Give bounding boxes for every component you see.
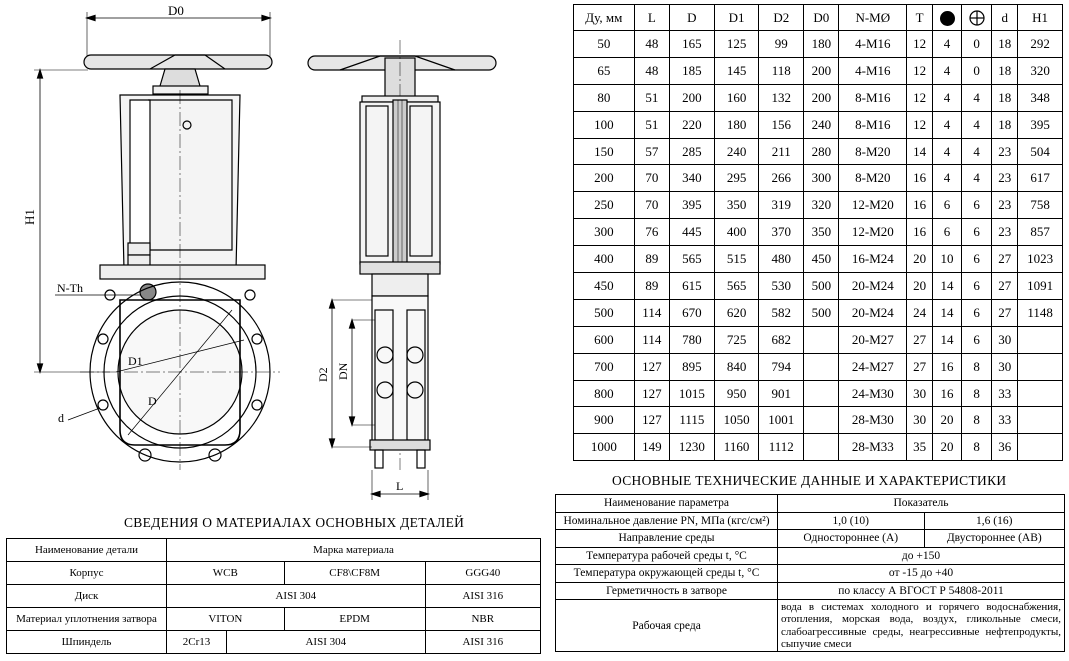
header-value: Показатель <box>778 495 1065 513</box>
direction-a: Одностороннее (А) <box>778 530 925 548</box>
table-row <box>574 165 1063 192</box>
body-value: GGG40 <box>425 562 540 585</box>
table-cell: 50 <box>574 31 635 58</box>
table-cell: 16 <box>907 165 933 192</box>
filled-circle-icon <box>940 11 955 26</box>
tightness-label: Герметичность в затворе <box>556 582 778 600</box>
table-cell: 480 <box>759 246 804 273</box>
table-row <box>574 353 1063 380</box>
table-cell: 266 <box>759 165 804 192</box>
table-cell <box>1018 353 1063 380</box>
seal-value: EPDM <box>284 608 425 631</box>
table-row <box>574 326 1063 353</box>
table-row <box>574 407 1063 434</box>
table-cell: 24-M30 <box>839 380 907 407</box>
table-cell: 8-M16 <box>839 111 907 138</box>
table-cell: 211 <box>759 138 804 165</box>
table-cell: 348 <box>1018 84 1063 111</box>
table-cell: 725 <box>714 326 759 353</box>
table-cell: 8-M20 <box>839 165 907 192</box>
table-cell: 6 <box>961 192 991 219</box>
valve-drawing <box>0 0 560 500</box>
table-cell: 14 <box>933 326 962 353</box>
body-value: WCB <box>167 562 285 585</box>
table-cell <box>1018 407 1063 434</box>
table-cell: 500 <box>574 299 635 326</box>
table-cell: 4-M16 <box>839 57 907 84</box>
table-cell <box>1018 380 1063 407</box>
table-cell: 20 <box>933 407 962 434</box>
table-cell: 35 <box>907 434 933 461</box>
front-view <box>34 12 280 470</box>
table-cell: 23 <box>992 165 1018 192</box>
disc-label: Диск <box>7 585 167 608</box>
table-cell: 12 <box>907 84 933 111</box>
direction-label: Направление среды <box>556 530 778 548</box>
table-cell: 23 <box>992 192 1018 219</box>
table-row <box>574 246 1063 273</box>
table-cell: 280 <box>804 138 839 165</box>
table-cell: 200 <box>804 84 839 111</box>
table-cell: 76 <box>634 219 669 246</box>
disc-value: AISI 304 <box>167 585 426 608</box>
table-row <box>574 380 1063 407</box>
table-cell: 125 <box>714 31 759 58</box>
table-cell <box>804 353 839 380</box>
seal-value: NBR <box>425 608 540 631</box>
table-cell: 20-M27 <box>839 326 907 353</box>
table-cell: 149 <box>634 434 669 461</box>
header-cell: L <box>634 5 669 31</box>
table-cell: 27 <box>992 273 1018 300</box>
table-cell: 156 <box>759 111 804 138</box>
table-cell: 30 <box>907 407 933 434</box>
table-cell: 6 <box>933 219 962 246</box>
table-cell: 1015 <box>669 380 714 407</box>
label-dn: DN <box>336 362 350 380</box>
label-small-d: d <box>58 411 64 425</box>
table-cell: 127 <box>634 380 669 407</box>
table-cell: 18 <box>992 57 1018 84</box>
table-cell: 1000 <box>574 434 635 461</box>
table-cell: 200 <box>669 84 714 111</box>
table-cell: 6 <box>933 192 962 219</box>
table-cell: 320 <box>804 192 839 219</box>
table-cell: 27 <box>907 353 933 380</box>
table-cell: 565 <box>669 246 714 273</box>
table-cell: 160 <box>714 84 759 111</box>
seal-label: Материал уплотнения затвора <box>7 608 167 631</box>
spindle-label: Шпиндель <box>7 631 167 654</box>
table-cell: 950 <box>714 380 759 407</box>
table-cell: 118 <box>759 57 804 84</box>
disc-value: AISI 316 <box>425 585 540 608</box>
table-row <box>556 600 1065 652</box>
table-cell: 185 <box>669 57 714 84</box>
table-cell: 220 <box>669 111 714 138</box>
table-row <box>556 530 1065 548</box>
header-part: Наименование детали <box>7 539 167 562</box>
table-cell: 300 <box>574 219 635 246</box>
table-row <box>7 631 541 654</box>
table-cell: 8 <box>961 353 991 380</box>
spindle-value: AISI 316 <box>425 631 540 654</box>
tech-title: ОСНОВНЫЕ ТЕХНИЧЕСКИЕ ДАННЫЕ И ХАРАКТЕРИСТИКИ <box>612 473 1007 488</box>
table-cell: 300 <box>804 165 839 192</box>
table-cell: 8-M20 <box>839 138 907 165</box>
table-row <box>574 57 1063 84</box>
table-row <box>574 111 1063 138</box>
table-cell: 8-M16 <box>839 84 907 111</box>
table-cell: 100 <box>574 111 635 138</box>
table-cell: 14 <box>933 299 962 326</box>
pressure-label: Номинальное давление PN, МПа (кгс/см²) <box>556 512 778 530</box>
medium-value: вода в системах холодного и горячего водоснабжения, отопления, морская вода, воздух, гликольные смеси, слабоагрессивные среды, неагрессивные нефтепродукты, сыпучие смеси <box>778 600 1065 652</box>
table-cell: 132 <box>759 84 804 111</box>
table-cell: 12 <box>907 111 933 138</box>
table-cell: 1023 <box>1018 246 1063 273</box>
table-cell: 200 <box>574 165 635 192</box>
body-label: Корпус <box>7 562 167 585</box>
table-cell: 18 <box>992 111 1018 138</box>
table-cell: 530 <box>759 273 804 300</box>
table-cell: 18 <box>992 84 1018 111</box>
pressure-b: 1,6 (16) <box>924 512 1064 530</box>
work-temp-value: до +150 <box>778 547 1065 565</box>
table-cell: 12 <box>907 57 933 84</box>
label-d1: D1 <box>128 354 143 368</box>
header-cell: d <box>992 5 1018 31</box>
table-cell: 33 <box>992 407 1018 434</box>
table-cell: 615 <box>669 273 714 300</box>
table-cell: 1230 <box>669 434 714 461</box>
table-cell: 6 <box>961 219 991 246</box>
table-cell: 395 <box>669 192 714 219</box>
table-row <box>574 138 1063 165</box>
table-cell: 30 <box>992 326 1018 353</box>
table-cell: 33 <box>992 380 1018 407</box>
table-cell: 450 <box>804 246 839 273</box>
header-cell: D <box>669 5 714 31</box>
label-d: D <box>148 394 157 408</box>
table-cell: 57 <box>634 138 669 165</box>
env-temp-value: от -15 до +40 <box>778 565 1065 583</box>
table-cell: 20-M24 <box>839 273 907 300</box>
table-cell: 27 <box>992 246 1018 273</box>
table-cell: 150 <box>574 138 635 165</box>
table-cell: 0 <box>961 57 991 84</box>
table-cell: 515 <box>714 246 759 273</box>
table-cell: 4 <box>961 165 991 192</box>
label-d0: D0 <box>168 3 184 18</box>
table-cell: 4 <box>933 84 962 111</box>
table-cell: 165 <box>669 31 714 58</box>
header-grade: Марка материала <box>167 539 541 562</box>
table-cell: 1160 <box>714 434 759 461</box>
table-row <box>574 192 1063 219</box>
table-cell: 4 <box>933 111 962 138</box>
table-cell: 12-M20 <box>839 192 907 219</box>
table-cell: 857 <box>1018 219 1063 246</box>
table-cell: 780 <box>669 326 714 353</box>
medium-label: Рабочая среда <box>556 600 778 652</box>
table-cell: 617 <box>1018 165 1063 192</box>
table-cell: 370 <box>759 219 804 246</box>
table-cell: 1148 <box>1018 299 1063 326</box>
table-row <box>556 582 1065 600</box>
tightness-value: по классу А ВГОСТ Р 54808-2011 <box>778 582 1065 600</box>
table-row <box>7 585 541 608</box>
table-cell: 901 <box>759 380 804 407</box>
header-cell: D0 <box>804 5 839 31</box>
table-cell: 180 <box>804 31 839 58</box>
table-cell: 1001 <box>759 407 804 434</box>
materials-table <box>6 538 541 654</box>
table-row <box>574 219 1063 246</box>
table-row <box>556 495 1065 513</box>
table-cell: 8 <box>961 407 991 434</box>
table-cell: 582 <box>759 299 804 326</box>
table-cell: 89 <box>634 246 669 273</box>
label-d2: D2 <box>316 367 330 382</box>
header-cell: D2 <box>759 5 804 31</box>
table-cell: 12-M20 <box>839 219 907 246</box>
table-cell: 6 <box>961 273 991 300</box>
table-cell: 4 <box>961 111 991 138</box>
dimensions-header-row <box>574 5 1063 31</box>
label-h1: H1 <box>22 209 37 225</box>
pressure-a: 1,0 (10) <box>778 512 925 530</box>
table-cell: 12 <box>907 31 933 58</box>
table-cell: 14 <box>933 273 962 300</box>
table-row <box>7 539 541 562</box>
tech-table <box>555 494 1065 652</box>
table-cell: 620 <box>714 299 759 326</box>
table-cell: 23 <box>992 138 1018 165</box>
table-cell: 250 <box>574 192 635 219</box>
table-cell: 350 <box>714 192 759 219</box>
table-cell: 670 <box>669 299 714 326</box>
table-cell: 23 <box>992 219 1018 246</box>
table-cell: 127 <box>634 407 669 434</box>
table-cell: 400 <box>574 246 635 273</box>
table-cell: 70 <box>634 192 669 219</box>
table-cell <box>1018 326 1063 353</box>
table-cell: 450 <box>574 273 635 300</box>
header-cell: N-MØ <box>839 5 907 31</box>
table-cell: 350 <box>804 219 839 246</box>
table-cell: 0 <box>961 31 991 58</box>
table-cell: 6 <box>961 326 991 353</box>
materials-title: СВЕДЕНИЯ О МАТЕРИАЛАХ ОСНОВНЫХ ДЕТАЛЕЙ <box>124 515 465 530</box>
table-cell: 16 <box>907 192 933 219</box>
table-cell: 27 <box>907 326 933 353</box>
table-cell: 395 <box>1018 111 1063 138</box>
table-cell: 28-M33 <box>839 434 907 461</box>
table-cell: 16-M24 <box>839 246 907 273</box>
table-cell: 80 <box>574 84 635 111</box>
table-cell: 340 <box>669 165 714 192</box>
cross-circle-icon <box>969 10 985 26</box>
table-cell: 504 <box>1018 138 1063 165</box>
dimensions-table <box>573 4 1063 461</box>
table-cell: 285 <box>669 138 714 165</box>
table-cell: 99 <box>759 31 804 58</box>
table-cell: 682 <box>759 326 804 353</box>
table-cell: 320 <box>1018 57 1063 84</box>
header-cell: T <box>907 5 933 31</box>
table-cell: 4 <box>933 165 962 192</box>
table-row <box>556 565 1065 583</box>
table-cell: 20 <box>907 246 933 273</box>
table-cell: 895 <box>669 353 714 380</box>
table-row <box>574 84 1063 111</box>
table-cell: 114 <box>634 326 669 353</box>
header-cell: D1 <box>714 5 759 31</box>
table-cell: 20-M24 <box>839 299 907 326</box>
table-row <box>556 547 1065 565</box>
table-cell: 180 <box>714 111 759 138</box>
table-row <box>7 608 541 631</box>
header-cell <box>961 5 991 31</box>
table-row <box>574 31 1063 58</box>
table-cell: 16 <box>933 380 962 407</box>
label-l: L <box>396 479 404 493</box>
table-cell: 8 <box>961 380 991 407</box>
table-row <box>556 512 1065 530</box>
table-cell: 24-M27 <box>839 353 907 380</box>
table-cell: 500 <box>804 299 839 326</box>
table-row <box>574 299 1063 326</box>
table-cell: 4 <box>961 84 991 111</box>
seal-value: VITON <box>167 608 285 631</box>
table-cell: 600 <box>574 326 635 353</box>
table-cell: 36 <box>992 434 1018 461</box>
spindle-value: 2Cr13 <box>167 631 227 654</box>
table-cell: 1091 <box>1018 273 1063 300</box>
table-cell: 445 <box>669 219 714 246</box>
table-cell: 6 <box>961 299 991 326</box>
table-cell: 1050 <box>714 407 759 434</box>
table-cell: 200 <box>804 57 839 84</box>
header-cell <box>933 5 962 31</box>
table-cell: 900 <box>574 407 635 434</box>
table-cell: 4 <box>961 138 991 165</box>
table-cell: 30 <box>992 353 1018 380</box>
table-cell: 24 <box>907 299 933 326</box>
table-cell: 51 <box>634 111 669 138</box>
table-cell: 840 <box>714 353 759 380</box>
table-cell: 16 <box>933 353 962 380</box>
table-cell <box>804 434 839 461</box>
table-cell: 1115 <box>669 407 714 434</box>
table-cell: 292 <box>1018 31 1063 58</box>
table-cell: 565 <box>714 273 759 300</box>
table-cell: 319 <box>759 192 804 219</box>
table-cell <box>804 326 839 353</box>
table-cell: 700 <box>574 353 635 380</box>
spindle-value: AISI 304 <box>227 631 426 654</box>
table-cell: 16 <box>907 219 933 246</box>
table-cell: 1112 <box>759 434 804 461</box>
dimensions-body <box>574 31 1063 461</box>
table-cell: 4 <box>933 57 962 84</box>
table-cell: 794 <box>759 353 804 380</box>
work-temp-label: Температура рабочей среды t, °C <box>556 547 778 565</box>
body-value: CF8\CF8M <box>284 562 425 585</box>
table-cell: 240 <box>804 111 839 138</box>
table-cell: 65 <box>574 57 635 84</box>
header-param: Наименование параметра <box>556 495 778 513</box>
table-cell: 51 <box>634 84 669 111</box>
table-row <box>7 562 541 585</box>
table-cell: 89 <box>634 273 669 300</box>
env-temp-label: Температура окружающей среды t, °C <box>556 565 778 583</box>
table-cell: 295 <box>714 165 759 192</box>
table-row <box>574 434 1063 461</box>
table-cell: 758 <box>1018 192 1063 219</box>
table-cell: 27 <box>992 299 1018 326</box>
table-cell: 20 <box>933 434 962 461</box>
table-cell: 10 <box>933 246 962 273</box>
table-cell: 28-M30 <box>839 407 907 434</box>
table-cell: 114 <box>634 299 669 326</box>
table-cell: 8 <box>961 434 991 461</box>
table-cell <box>804 380 839 407</box>
label-nth: N-Th <box>57 281 83 295</box>
table-cell: 18 <box>992 31 1018 58</box>
direction-b: Двустороннее (АВ) <box>924 530 1064 548</box>
table-cell: 145 <box>714 57 759 84</box>
table-cell: 500 <box>804 273 839 300</box>
table-cell: 800 <box>574 380 635 407</box>
side-view <box>308 40 496 500</box>
table-cell <box>1018 434 1063 461</box>
table-cell <box>804 407 839 434</box>
table-cell: 4 <box>933 31 962 58</box>
table-cell: 4-M16 <box>839 31 907 58</box>
header-cell: H1 <box>1018 5 1063 31</box>
header-cell: Ду, мм <box>574 5 635 31</box>
table-cell: 48 <box>634 57 669 84</box>
table-cell: 30 <box>907 380 933 407</box>
table-cell: 400 <box>714 219 759 246</box>
table-cell: 48 <box>634 31 669 58</box>
table-cell: 240 <box>714 138 759 165</box>
table-cell: 127 <box>634 353 669 380</box>
table-cell: 70 <box>634 165 669 192</box>
table-row <box>574 273 1063 300</box>
table-cell: 20 <box>907 273 933 300</box>
table-cell: 4 <box>933 138 962 165</box>
table-cell: 6 <box>961 246 991 273</box>
table-cell: 14 <box>907 138 933 165</box>
